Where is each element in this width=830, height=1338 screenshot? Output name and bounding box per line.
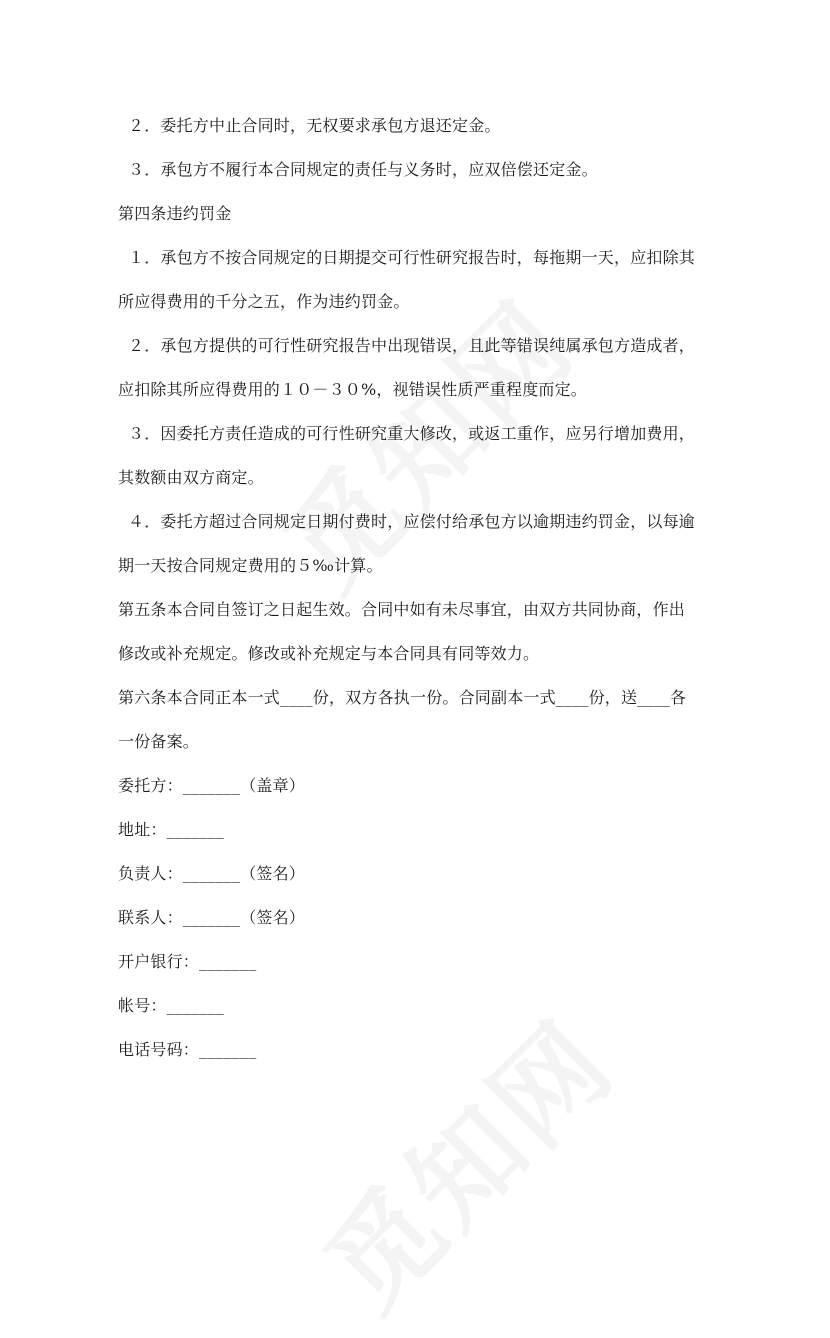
clause-6: 第六条本合同正本一式____份，双方各执一份。合同副本一式____份，送____各 — [118, 688, 687, 707]
clause-6-cont: 一份备案。 — [118, 732, 200, 751]
clause-4-item-3: ３．因委托方责任造成的可行性研究重大修改，或返工重作，应另行增加费用， — [128, 424, 696, 443]
clause-5: 第五条本合同自签订之日起生效。合同中如有未尽事宜，由双方共同协商，作出 — [118, 600, 686, 619]
signature-bank: 开户银行：_______ — [118, 952, 257, 971]
clause-3-item-3: ３．承包方不履行本合同规定的责任与义务时，应双倍偿还定金。 — [128, 160, 598, 179]
signature-person-in-charge: 负责人：_______（签名） — [118, 864, 306, 883]
signature-account: 帐号：_______ — [118, 996, 225, 1015]
clause-4-item-1: １．承包方不按合同规定的日期提交可行性研究报告时，每拖期一天，应扣除其 — [128, 248, 696, 267]
signature-address: 地址：_______ — [118, 820, 225, 839]
clause-4-item-2-cont: 应扣除其所应得费用的１０－３０%，视错误性质严重程度而定。 — [118, 380, 588, 399]
signature-contact: 联系人：_______（签名） — [118, 908, 306, 927]
clause-4-item-4: ４．委托方超过合同规定日期付费时，应偿付给承包方以逾期违约罚金，以每逾 — [128, 512, 696, 531]
clause-5-cont: 修改或补充规定。修改或补充规定与本合同具有同等效力。 — [118, 644, 540, 663]
clause-4-item-1-cont: 所应得费用的千分之五，作为违约罚金。 — [118, 292, 410, 311]
signature-phone: 电话号码：_______ — [118, 1040, 257, 1059]
clause-4-item-3-cont: 其数额由双方商定。 — [118, 468, 264, 487]
clause-3-item-2: ２．委托方中止合同时，无权要求承包方退还定金。 — [128, 116, 501, 135]
contract-page — [118, 104, 718, 1072]
clause-4-item-4-cont: 期一天按合同规定费用的５‰计算。 — [118, 556, 383, 575]
clause-4-heading: 第四条违约罚金 — [118, 204, 232, 223]
clause-4-item-2: ２．承包方提供的可行性研究报告中出现错误，且此等错误纯属承包方造成者， — [128, 336, 696, 355]
signature-client: 委托方：_______（盖章） — [118, 776, 306, 795]
